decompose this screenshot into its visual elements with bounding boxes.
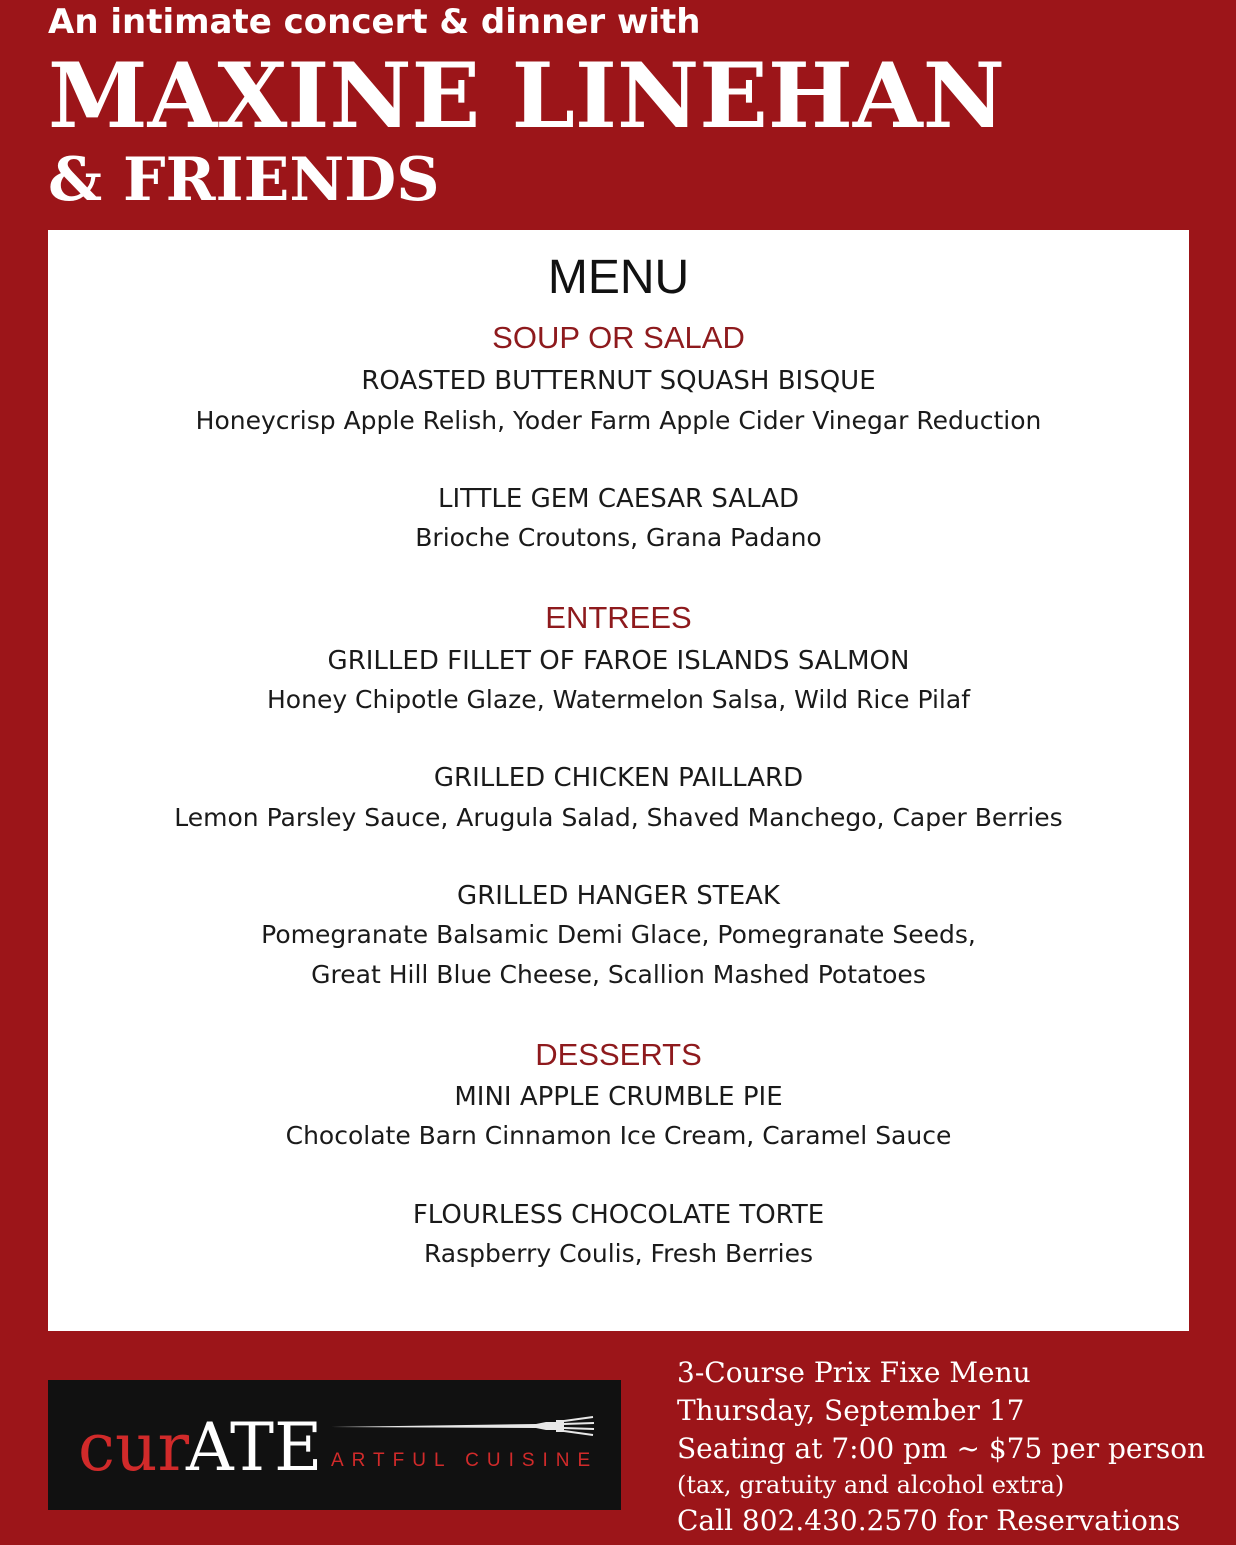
logo-ate-text: ATE — [186, 1409, 323, 1486]
dish-description: Chocolate Barn Cinnamon Ice Cream, Caramel Sauce — [285, 1121, 952, 1150]
logo-tagline: ARTFUL CUISINE — [331, 1450, 599, 1471]
section-heading-desserts: DESSERTS — [535, 1037, 702, 1072]
section-heading-soup-or-salad: SOUP OR SALAD — [492, 320, 745, 355]
menu-title: MENU — [547, 251, 690, 304]
event-seating-price: Seating at 7:00 pm ~ $75 per person — [677, 1432, 1206, 1465]
dish-name: FLOURLESS CHOCOLATE TORTE — [412, 1200, 825, 1230]
dish-name: GRILLED FILLET OF FAROE ISLANDS SALMON — [327, 646, 910, 676]
dish-name: GRILLED HANGER STEAK — [457, 881, 780, 911]
dish-description: Honeycrisp Apple Relish, Yoder Farm Apple Cider Vinegar Reduction — [195, 406, 1042, 435]
logo-cur-text: cur — [78, 1409, 190, 1486]
dish-name: LITTLE GEM CAESAR SALAD — [437, 484, 800, 514]
header-intro: An intimate concert & dinner with — [48, 2, 701, 42]
dish-name: GRILLED CHICKEN PAILLARD — [433, 763, 804, 793]
performer-name: MAXINE LINEHAN — [48, 43, 1005, 149]
dish-description: Brioche Croutons, Grana Padano — [415, 523, 822, 552]
dish-description: Honey Chipotle Glaze, Watermelon Salsa, Wild Rice Pilaf — [267, 685, 970, 714]
event-prix-fixe: 3-Course Prix Fixe Menu — [677, 1356, 1031, 1389]
event-extras-note: (tax, gratuity and alcohol extra) — [677, 1471, 1065, 1499]
dish-name: MINI APPLE CRUMBLE PIE — [454, 1082, 783, 1112]
performer-friends: & FRIENDS — [48, 145, 440, 215]
curate-logo — [48, 1380, 621, 1510]
section-heading-entrees: ENTREES — [545, 600, 692, 635]
event-reservations: Call 802.430.2570 for Reservations — [677, 1504, 1181, 1537]
dish-description: Lemon Parsley Sauce, Arugula Salad, Shaved Manchego, Caper Berries — [174, 803, 1063, 832]
menu-card — [48, 230, 1189, 1331]
event-info — [677, 1354, 1205, 1540]
dish-description: Raspberry Coulis, Fresh Berries — [423, 1239, 814, 1268]
dish-description: Pomegranate Balsamic Demi Glace, Pomegranate Seeds, — [261, 920, 976, 949]
dish-name: ROASTED BUTTERNUT SQUASH BISQUE — [361, 366, 876, 396]
event-date: Thursday, September 17 — [677, 1394, 1025, 1427]
fork-icon — [331, 1414, 595, 1438]
dish-description: Great Hill Blue Cheese, Scallion Mashed Potatoes — [311, 960, 926, 989]
